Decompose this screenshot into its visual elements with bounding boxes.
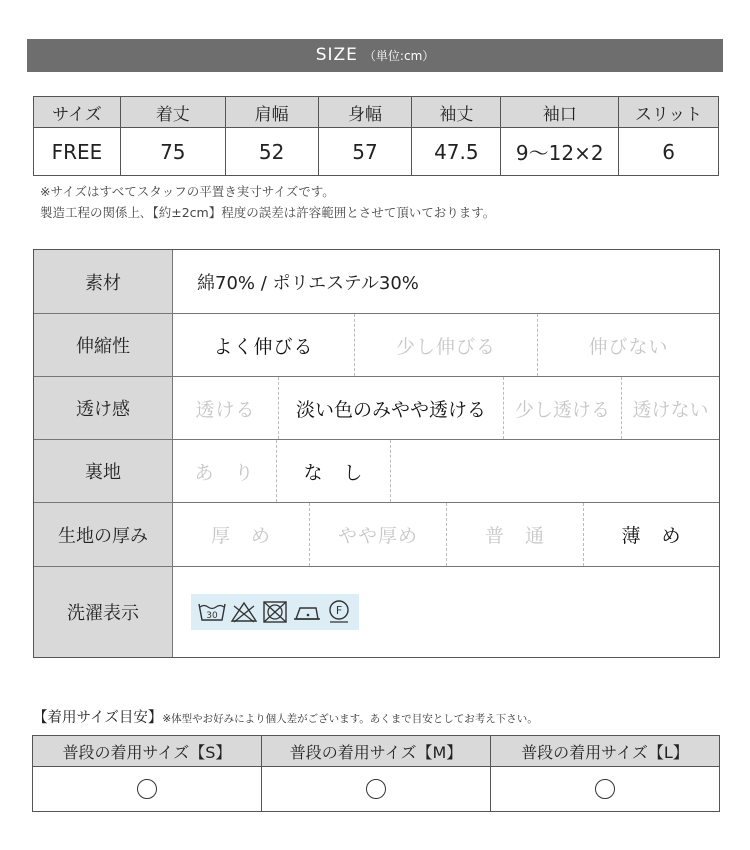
size-value-cell: FREE [34,128,121,176]
stretch-option: 少し伸びる [355,314,538,376]
guide-value-row [33,767,720,812]
note-line: ※サイズはすべてスタッフの平置き実寸サイズです。 [40,184,335,199]
guide-title [33,706,538,727]
sheer-option: 透ける [173,377,279,439]
spec-label: 洗濯表示 [34,567,173,657]
iron-low-icon [292,600,322,624]
spec-table [33,249,720,658]
lining-option: あ り [173,440,277,502]
spec-row-thickness [34,502,719,566]
stretch-option: 伸びない [588,335,669,358]
thickness-option: 普 通 [447,503,584,566]
sheer-option: 透けない [632,398,709,421]
guide-header-row [33,736,720,767]
spec-row-sheer [34,376,719,439]
guide-value-cell [262,767,491,812]
size-header-cell: 着丈 [120,97,225,128]
thickness-option: 薄 め [621,525,682,547]
guide-table [32,735,720,812]
spec-row-care [34,566,719,657]
circle-mark-icon [595,779,615,799]
size-value-cell: 57 [318,128,412,176]
size-banner [27,39,723,72]
size-header-cell: サイズ [34,97,121,128]
size-table-value-row [34,128,719,176]
guide-header-cell: 普段の着用サイズ【M】 [262,736,491,767]
spec-label: 裏地 [34,440,173,502]
guide-header-cell: 普段の着用サイズ【S】 [33,736,262,767]
banner-unit: （単位:cm） [363,49,435,63]
wash-30-icon [197,600,227,624]
stretch-option: よく伸びる [173,314,355,376]
thickness-option: 厚 め [173,503,310,566]
lining-option: な し [277,440,391,502]
size-header-cell: 袖丈 [412,97,501,128]
size-notes [40,181,495,223]
dry-clean-f-icon [325,599,353,625]
guide-value-cell [33,767,262,812]
size-value-cell: 75 [120,128,225,176]
spec-row-stretch [34,313,719,376]
no-bleach-icon [230,600,258,624]
svg-text:30: 30 [205,611,218,621]
spec-row-material [34,250,719,313]
size-header-cell: 身幅 [318,97,412,128]
size-header-cell: 肩幅 [225,97,318,128]
size-header-cell: 袖口 [501,97,619,128]
circle-mark-icon [366,779,386,799]
no-tumble-dry-icon [261,600,289,624]
thickness-option: やや厚め [310,503,447,566]
size-value-cell: 6 [619,128,719,176]
care-symbols [191,594,359,630]
size-table [33,96,719,176]
size-value-cell: 52 [225,128,318,176]
spec-label: 素材 [34,250,173,313]
guide-note: ※体型やお好みにより個人差がございます。あくまで目安としてお考え下さい。 [162,713,538,725]
circle-mark-icon [137,779,157,799]
spec-row-lining [34,439,719,502]
sheer-option: 淡い色のみやや透ける [279,377,504,439]
size-table-header-row [34,97,719,128]
guide-heading: 【着用サイズ目安】 [33,710,163,726]
sheer-option: 少し透ける [504,377,622,439]
svg-text:F: F [336,604,343,617]
spec-label: 透け感 [34,377,173,439]
note-line: 製造工程の関係上､【約±2cm】程度の誤差は許容範囲とさせて頂いております。 [40,205,496,220]
size-header-cell: スリット [619,97,719,128]
spec-label: 生地の厚み [34,503,173,566]
guide-header-cell: 普段の着用サイズ【L】 [491,736,720,767]
material-value: 綿70% / ポリエステル30% [197,272,419,294]
guide-value-cell [491,767,720,812]
spec-label: 伸縮性 [34,314,173,376]
size-value-cell: 47.5 [412,128,501,176]
size-value-cell: 9〜12×2 [501,128,619,176]
banner-title: SIZE [315,45,358,65]
